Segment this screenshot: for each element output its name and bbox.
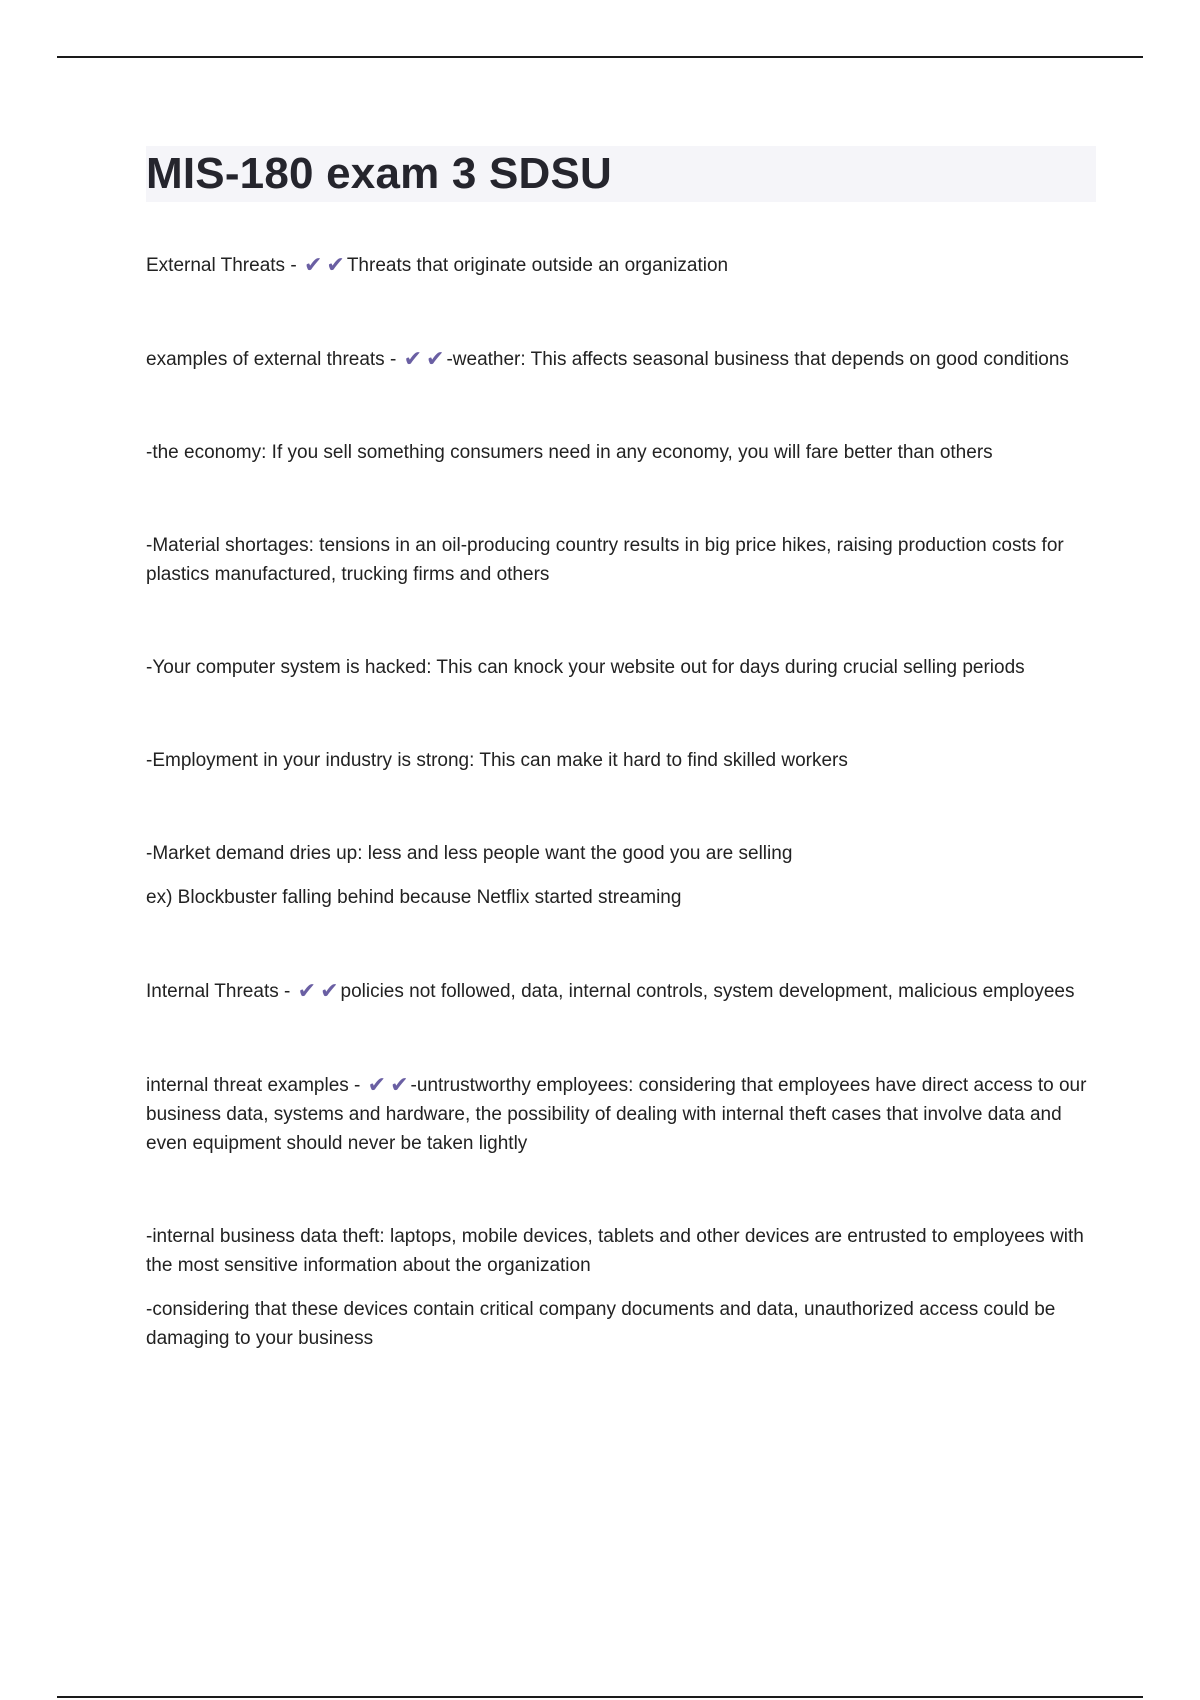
paragraph: -Market demand dries up: less and less people want the good you are selling xyxy=(146,843,793,864)
title-bar xyxy=(146,146,1096,202)
entry-term: External Threats xyxy=(146,255,286,276)
entry-examples-external-threats xyxy=(146,344,1096,374)
check-icon: ✔ xyxy=(320,978,339,1003)
paragraph: -Your computer system is hacked: This can knock your website out for days during crucial selling periods xyxy=(146,657,1025,678)
entry-internal-threats xyxy=(146,976,1096,1006)
paragraph: -considering that these devices contain critical company documents and data, unauthorized access could be damaging to your business xyxy=(146,1299,1056,1349)
bottom-rule xyxy=(57,1696,1143,1698)
entry-separator: - xyxy=(285,255,302,276)
paragraph: -Employment in your industry is strong: This can make it hard to find skilled workers xyxy=(146,750,848,771)
paragraph: -internal business data theft: laptops, mobile devices, tablets and other devices are entrusted to employees with the most sensitive information about the organization xyxy=(146,1226,1084,1276)
check-icon: ✔ xyxy=(426,346,445,371)
check-icon: ✔ xyxy=(367,1072,387,1097)
entry-external-threats xyxy=(146,250,1096,280)
check-icon: ✔ xyxy=(303,252,323,277)
paragraph: -the economy: If you sell something consumers need in any economy, you will fare better than others xyxy=(146,442,993,463)
entry-definition: -untrustworthy employees: considering that employees have direct access to our business data, systems and hardware, the possibility of dealing with internal theft cases that involve data and even equipment should never be taken lightly xyxy=(146,1075,1087,1154)
entry-definition: -weather: This affects seasonal business that depends on good conditions xyxy=(446,349,1069,370)
paragraph: ex) Blockbuster falling behind because Netflix started streaming xyxy=(146,887,682,908)
entry-term: Internal Threats xyxy=(146,981,279,1002)
entry-definition: Threats that originate outside an organization xyxy=(346,255,729,276)
top-rule xyxy=(57,56,1143,58)
check-icon: ✔ xyxy=(297,978,317,1003)
entry-term: examples of external threats xyxy=(146,349,385,370)
entry-term: internal threat examples xyxy=(146,1075,349,1096)
entry-separator: - xyxy=(384,349,402,370)
page-title: MIS-180 exam 3 SDSU xyxy=(146,149,613,198)
check-icon: ✔ xyxy=(326,252,345,277)
check-icon: ✔ xyxy=(403,346,423,371)
entry-internal-threat-examples xyxy=(146,1070,1096,1158)
entry-separator: - xyxy=(278,981,296,1002)
entry-separator: - xyxy=(348,1075,366,1096)
entry-definition: policies not followed, data, internal controls, system development, malicious employees xyxy=(340,981,1075,1002)
entries xyxy=(146,250,1096,1353)
document-body xyxy=(146,146,1096,1353)
paragraph: -Material shortages: tensions in an oil-producing country results in big price hikes, raising production costs for plastics manufactured, trucking firms and others xyxy=(146,535,1064,585)
check-icon: ✔ xyxy=(390,1072,409,1097)
